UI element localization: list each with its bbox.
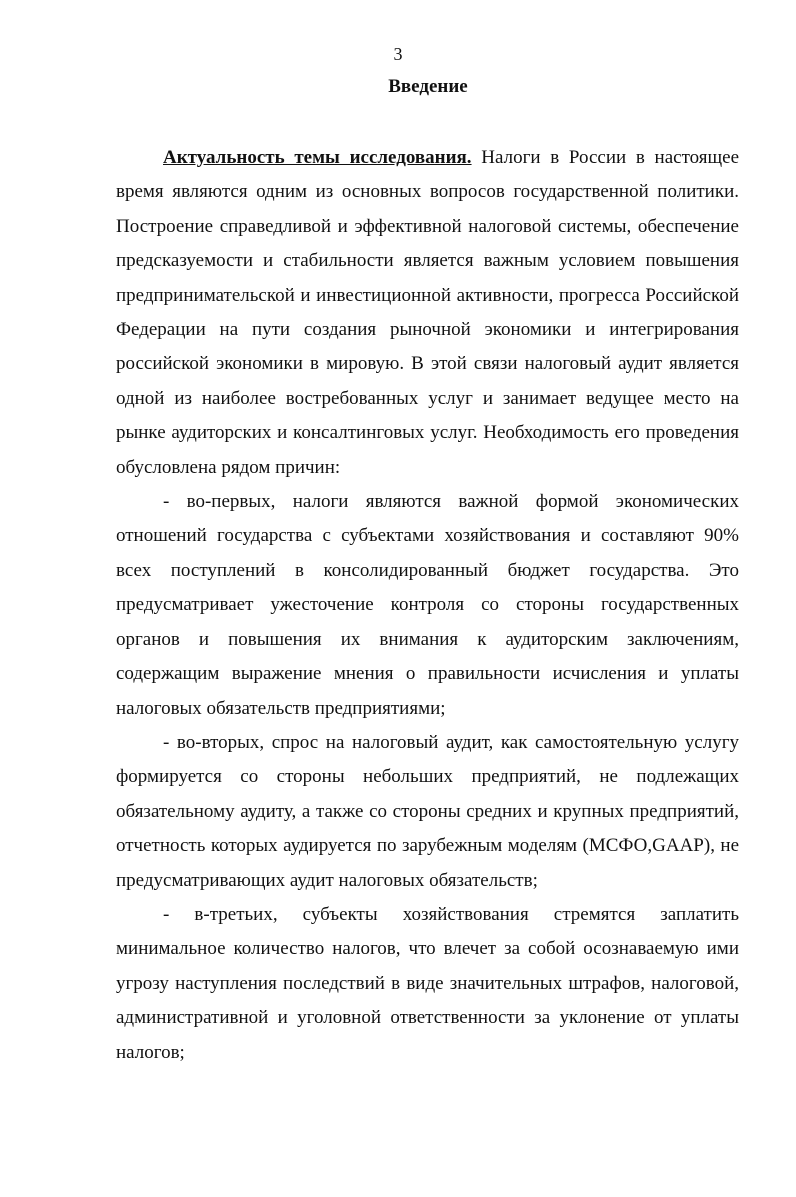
- intro-paragraph: [116, 141, 739, 485]
- reason-first-line: - во-первых, налоги являются важной формой экономических отношений государства с субъектами хозяйствования и составляют 90% всех поступлений в консолидированный бюджет государства. Это: [116, 491, 739, 581]
- topic-relevance-lead: Актуальность темы исследования.: [163, 147, 472, 168]
- intro-text: Налоги в России в настоящее время являются одним из основных вопросов государственной политики. Построение справедливой и эффективной налоговой системы, обеспечение предсказуемости и стабильности является важным условием повышения предпринимательской и инвестиционной активности, прогресса Российской Федерации на пути создания рыночной экономики и интегрирования российской экономики в мировую. В этой связи налоговый аудит является одной из наиболее востребованных услуг и занимает ведущее место на рынке аудиторских и консалтинговых услуг. Необходимость его проведения обусловлена рядом причин:: [116, 147, 740, 478]
- reason-second: - во-вторых, спрос на налоговый аудит, как самостоятельную услугу формируется со стороны небольших предприятий, не подлежащих обязательному аудиту, а также со стороны средних и крупных предприятий, отчетность которых аудируется по зарубежным моделям (МСФО,GAAP), не предусматривающих аудит налоговых обязательств;: [116, 731, 739, 891]
- reason-first-rest: предусматривает ужесточение контроля со стороны государственных органов и повышения их внимания к аудиторским заключениям, содержащим выражение мнения о правильности исчисления и уплаты налоговых обязательств предприятиями;: [116, 594, 739, 719]
- document-body: [116, 141, 739, 1070]
- section-heading: Введение: [388, 76, 468, 97]
- reason-third: - в-третьих, субъекты хозяйствования стремятся заплатить минимальное количество налогов, что влечет за собой осознаваемую ими угрозу наступления последствий в виде значительных штрафов, налоговой, административной и уголовной ответственности за уклонение от уплаты налогов;: [116, 903, 739, 1063]
- page-number: 3: [393, 44, 403, 64]
